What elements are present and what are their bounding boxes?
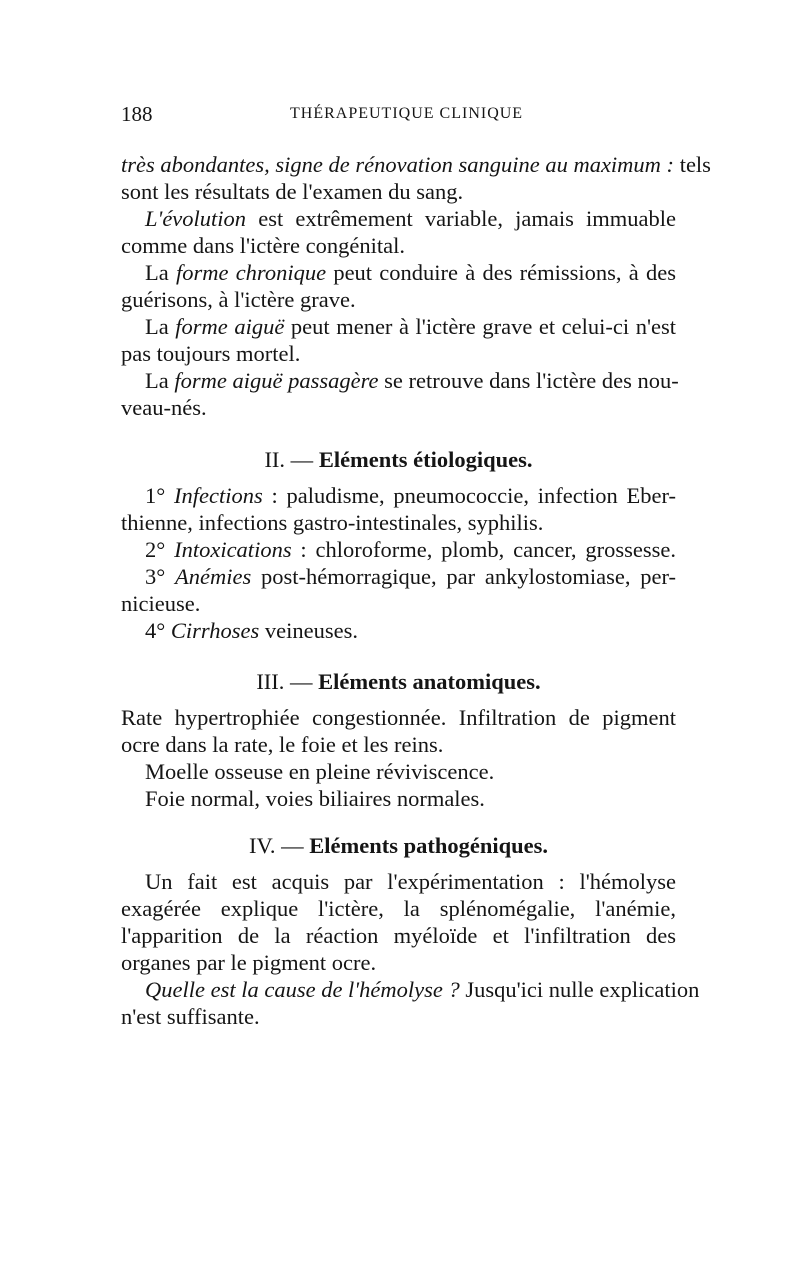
text-line: veau-nés. bbox=[121, 395, 207, 420]
text-line: pas toujours mortel. bbox=[121, 341, 301, 366]
text-line: comme dans l'ictère congénital. bbox=[121, 233, 405, 258]
list-item-intoxications: 2° Intoxications : chloroforme, plomb, cancer, grossesse. bbox=[145, 537, 676, 562]
text-line: ocre dans la rate, le foie et les reins. bbox=[121, 732, 444, 757]
running-title: THÉRAPEUTIQUE CLINIQUE bbox=[290, 105, 524, 122]
text-line: organes par le pigment ocre. bbox=[121, 950, 377, 975]
text-line: Un fait est acquis par l'expérimentation : l'hémolyse bbox=[145, 869, 676, 894]
page-header bbox=[121, 102, 676, 132]
paragraph-hemolyse-question: Quelle est la cause de l'hémolyse ? Jusqu'ici nulle explication bbox=[145, 977, 700, 1002]
paragraph-forme-chronique: La forme chronique peut conduire à des rémissions, à des bbox=[145, 260, 676, 285]
text-line: Rate hypertrophiée congestionnée. Infiltration de pigment bbox=[121, 705, 676, 730]
text-line: thienne, infections gastro-intestinales, syphilis. bbox=[121, 510, 544, 535]
section-heading-anatomiques: III. — Eléments anatomiques. bbox=[256, 669, 541, 694]
text-line: très abondantes, signe de rénovation sanguine au maximum : tels bbox=[121, 152, 711, 177]
text-line: Moelle osseuse en pleine réviviscence. bbox=[145, 759, 495, 784]
text-line: guérisons, à l'ictère grave. bbox=[121, 287, 356, 312]
section-heading-etiologiques: II. — Eléments étiologiques. bbox=[264, 447, 533, 472]
text-line: nicieuse. bbox=[121, 591, 201, 616]
text-line: exagérée explique l'ictère, la splénomégalie, l'anémie, bbox=[121, 896, 676, 921]
list-item-infections: 1° Infections : paludisme, pneumococcie, infection Eber- bbox=[145, 483, 677, 508]
page-number: 188 bbox=[121, 102, 153, 126]
section-heading-pathogeniques: IV. — Eléments pathogéniques. bbox=[249, 833, 548, 858]
text-line: n'est suffisante. bbox=[121, 1004, 260, 1029]
paragraph-evolution: L'évolution est extrêmement variable, jamais immuable bbox=[145, 206, 676, 231]
text-line: sont les résultats de l'examen du sang. bbox=[121, 179, 464, 204]
text-line: Foie normal, voies biliaires normales. bbox=[145, 786, 485, 811]
list-item-anemies: 3° Anémies post-hémorragique, par ankylostomiase, per- bbox=[145, 564, 676, 589]
list-item-cirrhoses: 4° Cirrhoses veineuses. bbox=[145, 618, 358, 643]
paragraph-forme-aigue-passagere: La forme aiguë passagère se retrouve dans l'ictère des nou- bbox=[145, 368, 679, 393]
paragraph-forme-aigue: La forme aiguë peut mener à l'ictère grave et celui-ci n'est bbox=[145, 314, 676, 339]
text-line: l'apparition de la réaction myéloïde et l'infiltration des bbox=[121, 923, 676, 948]
